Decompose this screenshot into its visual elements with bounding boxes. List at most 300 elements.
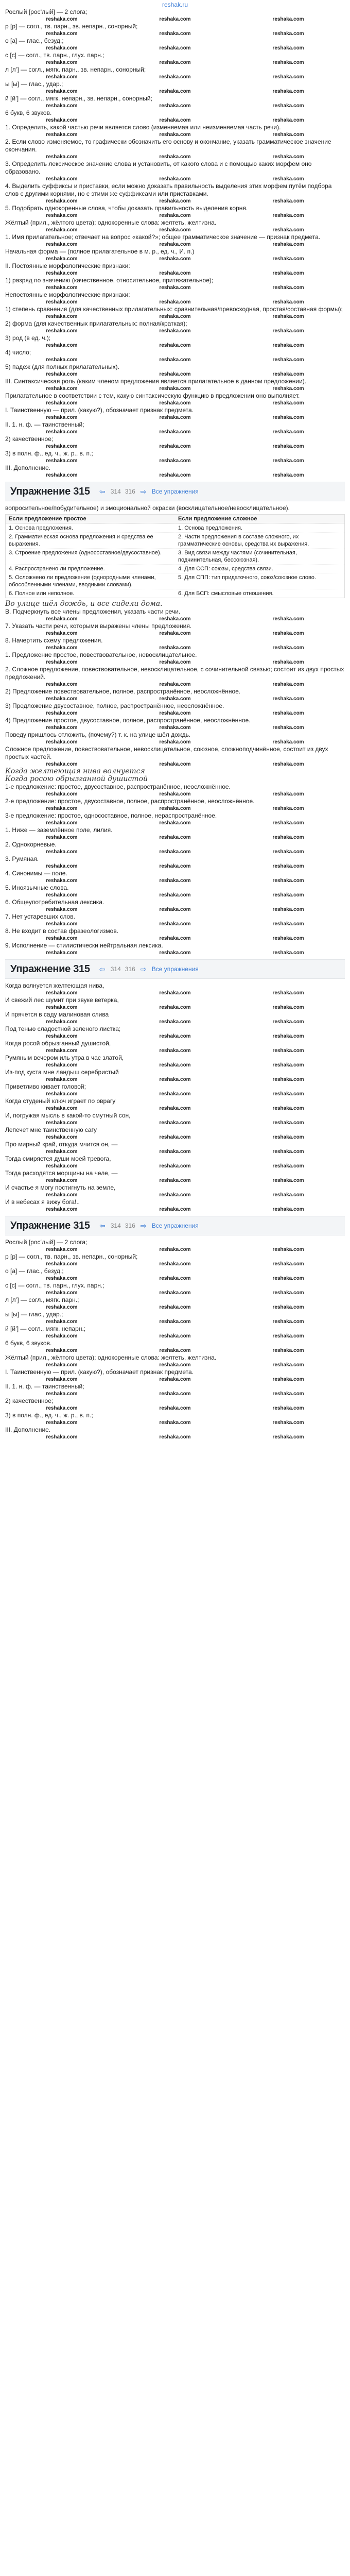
- watermark-text: reshaka.com: [159, 60, 191, 65]
- watermark-text: reshaka.com: [46, 849, 78, 855]
- watermark-text: reshaka.com: [46, 710, 78, 716]
- text-line-content: 3) в полн. ф., ед. ч., ж. р., в. п.;: [5, 1412, 93, 1419]
- watermark-text: reshaka.com: [46, 16, 78, 22]
- text-line-content: I. Таинственную — прил. (какую?), обозначает признак предмета.: [5, 1368, 194, 1376]
- watermark-text: reshaka.com: [46, 103, 78, 109]
- watermark-text: reshaka.com: [46, 936, 78, 941]
- text-line: [5, 291, 345, 299]
- watermark-text: reshaka.com: [46, 791, 78, 797]
- watermark-row: [5, 1091, 345, 1097]
- watermark-text: reshaka.com: [272, 400, 304, 406]
- watermark-text: reshaka.com: [46, 227, 78, 233]
- watermark-text: reshaka.com: [46, 472, 78, 478]
- watermark-row: [5, 1004, 345, 1011]
- arrow-left-icon[interactable]: ⇦: [99, 487, 106, 496]
- watermark-text: reshaka.com: [159, 1062, 191, 1068]
- text-line: [5, 392, 345, 400]
- text-line: [5, 1155, 345, 1163]
- text-line-content: II. 1. н. ф. — таинственный;: [5, 421, 84, 428]
- watermark-text: reshaka.com: [272, 103, 304, 109]
- watermark-text: reshaka.com: [159, 400, 191, 406]
- watermark-text: reshaka.com: [159, 1261, 191, 1267]
- watermark-text: reshaka.com: [272, 1149, 304, 1155]
- watermark-text: reshaka.com: [272, 710, 304, 716]
- text-line-content: 1-е предложение: простое, двусоставное, распространённое, неосложнённое.: [5, 783, 231, 790]
- watermark-text: reshaka.com: [159, 907, 191, 912]
- exercise-1-lines: [5, 608, 345, 768]
- watermark-text: reshaka.com: [159, 1391, 191, 1397]
- handwritten-sample: Во улице шёл дождь, и все сидели дома.: [5, 600, 163, 608]
- text-line-content: Про мирный край, откуда мчится он, —: [5, 1141, 118, 1148]
- text-line: [5, 783, 345, 791]
- watermark-text: reshaka.com: [159, 863, 191, 869]
- text-line: [5, 109, 345, 117]
- text-line: [5, 1239, 345, 1246]
- table-cell-simple: 6. Полное или неполное.: [6, 589, 175, 598]
- text-line: [5, 1126, 345, 1134]
- watermark-text: reshaka.com: [272, 285, 304, 291]
- watermark-row: [5, 299, 345, 306]
- text-line: [5, 66, 345, 74]
- watermark-text: reshaka.com: [159, 696, 191, 702]
- watermark-text: reshaka.com: [159, 710, 191, 716]
- watermark-text: reshaka.com: [46, 357, 78, 363]
- watermark-row: [5, 820, 345, 826]
- text-line-content: III. Дополнение.: [5, 1426, 51, 1433]
- text-line: [5, 205, 345, 212]
- watermark-text: reshaka.com: [46, 863, 78, 869]
- watermark-row: [5, 1062, 345, 1069]
- text-line-content: ы [ы] — глас., удар.;: [5, 80, 63, 88]
- text-line-content: Тогда расходятся морщины на челе, —: [5, 1170, 118, 1177]
- watermark-row: [5, 1192, 345, 1198]
- watermark-text: reshaka.com: [46, 907, 78, 912]
- arrow-right-icon[interactable]: ⇨: [140, 1221, 147, 1230]
- watermark-text: reshaka.com: [46, 1106, 78, 1111]
- text-line: [5, 666, 345, 681]
- watermark-row: [5, 1376, 345, 1383]
- watermark-row: [5, 1347, 345, 1354]
- table-cell-complex: 2. Части предложения в составе сложного, их грамматические основы, средства их выражения.: [175, 532, 344, 548]
- handwritten-sample-3: Когда росою обрызганной душистой: [5, 775, 148, 783]
- watermark-text: reshaka.com: [159, 1362, 191, 1368]
- text-line-content: 2) качественное;: [5, 1397, 54, 1404]
- text-line-content: Начальная форма — (полное прилагательное в м. р., ед. ч., И. п.): [5, 248, 195, 255]
- watermark-text: reshaka.com: [272, 791, 304, 797]
- watermark-text: reshaka.com: [46, 343, 78, 348]
- text-line-content: II. Постоянные морфологические признаки:: [5, 262, 130, 269]
- all-exercises-link[interactable]: Все упражнения: [151, 1222, 199, 1229]
- watermark-text: reshaka.com: [159, 739, 191, 745]
- text-line-content: 6. Общеупотребительная лексика.: [5, 899, 104, 906]
- watermark-row: [5, 385, 345, 392]
- watermark-text: reshaka.com: [272, 1290, 304, 1296]
- exercise-2-lines: [5, 982, 345, 1213]
- watermark-row: [5, 1177, 345, 1184]
- watermark-text: reshaka.com: [159, 343, 191, 348]
- watermark-text: reshaka.com: [272, 45, 304, 51]
- watermark-text: reshaka.com: [46, 256, 78, 262]
- watermark-row: [5, 400, 345, 406]
- watermark-text: reshaka.com: [46, 1207, 78, 1212]
- text-line: [5, 406, 345, 414]
- exercise-pager-2: [98, 965, 199, 973]
- watermark-row: [5, 1275, 345, 1282]
- watermark-text: reshaka.com: [159, 357, 191, 363]
- watermark-text: reshaka.com: [272, 242, 304, 247]
- text-line-content: 1) разряд по значению (качественное, относительное, притяжательное);: [5, 277, 214, 284]
- watermark-text: reshaka.com: [46, 60, 78, 65]
- text-line: [5, 37, 345, 45]
- watermark-text: reshaka.com: [272, 1391, 304, 1397]
- watermark-row: [5, 472, 345, 479]
- text-line: [5, 1311, 345, 1318]
- text-line-content: с [с] — согл., тв. парн., глух. парн.;: [5, 52, 104, 59]
- exercise-title-2: Упражнение 315: [10, 963, 90, 975]
- watermark-text: reshaka.com: [159, 198, 191, 204]
- watermark-row: [5, 256, 345, 262]
- watermark-text: reshaka.com: [272, 950, 304, 956]
- watermark-row: [5, 241, 345, 248]
- text-line: [5, 996, 345, 1004]
- watermark-row: [5, 710, 345, 717]
- text-line: [5, 450, 345, 457]
- watermark-row: [5, 805, 345, 812]
- text-line-content: Когда росой обрызганный душистой,: [5, 1040, 111, 1047]
- watermark-text: reshaka.com: [272, 631, 304, 636]
- watermark-text: reshaka.com: [46, 242, 78, 247]
- text-line: [5, 942, 345, 950]
- text-line: [5, 1054, 345, 1062]
- watermark-text: reshaka.com: [46, 299, 78, 305]
- page-content: [0, 8, 350, 1440]
- text-line: [5, 435, 345, 443]
- watermark-row: [5, 88, 345, 95]
- watermark-text: reshaka.com: [159, 1178, 191, 1183]
- text-line-content: Когда волнуется желтеющая нива,: [5, 982, 104, 989]
- watermark-text: reshaka.com: [46, 820, 78, 826]
- text-line-content: 2) Предложение повествовательное, полное, распространённое, неосложнённое.: [5, 688, 241, 695]
- watermark-text: reshaka.com: [159, 1434, 191, 1440]
- watermark-text: reshaka.com: [46, 176, 78, 182]
- text-line: [5, 1170, 345, 1177]
- watermark-text: reshaka.com: [46, 761, 78, 767]
- text-line-content: 8. Не входит в состав фразеологизмов.: [5, 927, 119, 935]
- text-line: [5, 262, 345, 270]
- watermark-text: reshaka.com: [46, 458, 78, 464]
- watermark-row: [5, 1261, 345, 1267]
- text-line-content: ы [ы] — глас., удар.;: [5, 1311, 63, 1318]
- all-exercises-link[interactable]: Все упражнения: [151, 965, 199, 973]
- watermark-text: reshaka.com: [159, 1207, 191, 1212]
- watermark-row: [5, 1019, 345, 1025]
- text-line-content: 9. Исполнение — стилистически нейтральная лексика.: [5, 942, 163, 949]
- watermark-row: [5, 921, 345, 927]
- watermark-text: reshaka.com: [272, 154, 304, 160]
- text-line-content: Тогда смиряется души моей тревога,: [5, 1155, 111, 1162]
- next-exercise-link[interactable]: 316: [125, 965, 135, 973]
- watermark-text: reshaka.com: [159, 892, 191, 898]
- text-line: [5, 23, 345, 30]
- watermark-text: reshaka.com: [159, 761, 191, 767]
- text-line: [5, 334, 345, 342]
- watermark-row: [5, 892, 345, 899]
- text-line: [5, 219, 345, 227]
- text-line: [5, 1340, 345, 1347]
- watermark-text: reshaka.com: [46, 213, 78, 218]
- next-exercise-link[interactable]: 316: [125, 1222, 135, 1229]
- watermark-text: reshaka.com: [46, 1048, 78, 1054]
- prev-exercise-link[interactable]: 314: [110, 488, 121, 495]
- text-line-content: р [р] — согл., тв. парн., зв. непарн., сонорный;: [5, 23, 138, 30]
- watermark-row: [5, 1362, 345, 1368]
- text-line-content: р [р] — согл., тв. парн., зв. непарн., сонорный;: [5, 1253, 138, 1260]
- watermark-text: reshaka.com: [46, 1261, 78, 1267]
- watermark-text: reshaka.com: [46, 45, 78, 51]
- arrow-left-icon[interactable]: ⇦: [99, 1221, 106, 1230]
- watermark-text: reshaka.com: [46, 1134, 78, 1140]
- text-line: [5, 1383, 345, 1391]
- text-line: [5, 651, 345, 659]
- text-line: [5, 899, 345, 906]
- all-exercises-link[interactable]: Все упражнения: [151, 488, 199, 495]
- text-line-content: 3) в полн. ф., ед. ч., ж. р., в. п.;: [5, 450, 93, 457]
- text-line-content: И свежий лес шумит при звуке ветерка,: [5, 996, 119, 1004]
- watermark-row: [5, 724, 345, 731]
- text-line: [5, 1426, 345, 1434]
- text-line-content: III. Дополнение.: [5, 464, 51, 471]
- text-line: [5, 608, 345, 616]
- watermark-text: reshaka.com: [272, 1333, 304, 1339]
- watermark-text: reshaka.com: [272, 892, 304, 898]
- watermark-row: [5, 227, 345, 233]
- watermark-text: reshaka.com: [46, 659, 78, 665]
- text-line-content: Поведу пришлось отложить, (почему?) т. к. на улице шёл дождь.: [5, 731, 191, 738]
- text-line: [5, 8, 345, 16]
- watermark-text: reshaka.com: [46, 1091, 78, 1097]
- exercise-1-lines-2: [5, 783, 345, 956]
- watermark-text: reshaka.com: [272, 444, 304, 449]
- watermark-text: reshaka.com: [46, 270, 78, 276]
- text-line: [5, 1412, 345, 1419]
- watermark-text: reshaka.com: [159, 256, 191, 262]
- watermark-row: [5, 117, 345, 124]
- table-cell-simple: 2. Грамматическая основа предложения и средства ее выражения.: [6, 532, 175, 548]
- analysis-plan-table: [5, 514, 345, 598]
- text-line: [5, 1368, 345, 1376]
- text-line: [5, 464, 345, 472]
- site-header[interactable]: reshak.ru: [162, 1, 188, 8]
- text-line-content: 1. Имя прилагательное; отвечает на вопрос «какой?»; общее грамматическое значение — признак предмета.: [5, 233, 321, 241]
- exercise-3-lines: [5, 1239, 345, 1440]
- watermark-text: reshaka.com: [46, 1192, 78, 1198]
- exercise-title: Упражнение 315: [10, 485, 90, 497]
- watermark-row: [5, 284, 345, 291]
- watermark-text: reshaka.com: [46, 1304, 78, 1310]
- watermark-text: reshaka.com: [272, 117, 304, 123]
- watermark-text: reshaka.com: [272, 1405, 304, 1411]
- watermark-text: reshaka.com: [159, 659, 191, 665]
- watermark-text: reshaka.com: [272, 645, 304, 651]
- watermark-text: reshaka.com: [272, 820, 304, 826]
- watermark-text: reshaka.com: [159, 45, 191, 51]
- watermark-text: reshaka.com: [159, 1077, 191, 1082]
- watermark-text: reshaka.com: [46, 1149, 78, 1155]
- table-cell-complex: 6. Для БСП: смысловые отношения.: [175, 589, 344, 598]
- watermark-text: reshaka.com: [159, 227, 191, 233]
- watermark-text: reshaka.com: [159, 1405, 191, 1411]
- watermark-text: reshaka.com: [159, 371, 191, 377]
- text-line-content: 3) род (в ед. ч.);: [5, 334, 51, 342]
- text-line: [5, 717, 345, 724]
- watermark-row: [5, 212, 345, 219]
- watermark-text: reshaka.com: [272, 696, 304, 702]
- watermark-text: reshaka.com: [46, 1033, 78, 1039]
- text-line: [5, 182, 345, 198]
- exercise-pager-3: [98, 1222, 199, 1230]
- watermark-text: reshaka.com: [46, 371, 78, 377]
- text-line: [5, 1253, 345, 1261]
- watermark-text: reshaka.com: [46, 990, 78, 996]
- text-line-content: 3-е предложение: простое, односоставное, полное, нераспространённое.: [5, 812, 217, 819]
- watermark-text: reshaka.com: [159, 835, 191, 840]
- watermark-row: [5, 154, 345, 160]
- watermark-text: reshaka.com: [159, 682, 191, 687]
- watermark-text: reshaka.com: [272, 1304, 304, 1310]
- watermark-text: reshaka.com: [46, 328, 78, 334]
- watermark-text: reshaka.com: [46, 1319, 78, 1325]
- watermark-text: reshaka.com: [159, 132, 191, 138]
- watermark-text: reshaka.com: [46, 682, 78, 687]
- text-line: [5, 884, 345, 892]
- watermark-row: [5, 990, 345, 996]
- text-line-content: 2. Если слово изменяемое, то графически обозначить его основу и окончание, указать грамматическое значение окончания.: [5, 138, 331, 153]
- watermark-row: [5, 131, 345, 138]
- text-line-content: с [с] — согл., тв. парн., глух. парн.;: [5, 1282, 104, 1289]
- watermark-row: [5, 739, 345, 745]
- watermark-row: [5, 1391, 345, 1397]
- watermark-text: reshaka.com: [272, 1033, 304, 1039]
- watermark-text: reshaka.com: [46, 1391, 78, 1397]
- watermark-text: reshaka.com: [46, 950, 78, 956]
- arrow-left-icon[interactable]: ⇦: [99, 964, 106, 973]
- text-line-content: л [л’] — согл., мягк. парн., зв. непарн., сонорный;: [5, 66, 146, 73]
- watermark-row: [5, 645, 345, 651]
- watermark-row: [5, 429, 345, 435]
- watermark-text: reshaka.com: [159, 1377, 191, 1382]
- watermark-text: reshaka.com: [272, 16, 304, 22]
- text-line-content: Непостоянные морфологические признаки:: [5, 291, 130, 298]
- watermark-row: [5, 696, 345, 702]
- text-line: [5, 812, 345, 820]
- watermark-row: [5, 1120, 345, 1126]
- text-line-content: о [а] — глас., безуд.;: [5, 1267, 64, 1275]
- watermark-text: reshaka.com: [272, 1048, 304, 1054]
- text-line-content: Из-под куста мне ландыш серебристый: [5, 1069, 119, 1076]
- watermark-row: [5, 198, 345, 205]
- watermark-text: reshaka.com: [46, 74, 78, 80]
- text-line-content: III. Синтаксическая роль (каким членом предложения является прилагательное в данном предложении).: [5, 378, 307, 385]
- watermark-text: reshaka.com: [159, 16, 191, 22]
- watermark-text: reshaka.com: [272, 1420, 304, 1426]
- text-line-content: й [й’] — согл., мягк. непарн., зв. непарн., сонорный;: [5, 95, 152, 102]
- prev-exercise-link[interactable]: 314: [110, 1222, 121, 1229]
- watermark-text: reshaka.com: [159, 154, 191, 160]
- text-line-content: 5. Иноязычные слова.: [5, 884, 69, 891]
- watermark-text: reshaka.com: [272, 386, 304, 392]
- watermark-text: reshaka.com: [159, 950, 191, 956]
- watermark-row: [5, 1163, 345, 1170]
- watermark-text: reshaka.com: [272, 132, 304, 138]
- watermark-text: reshaka.com: [46, 31, 78, 37]
- text-line-content: И в небесах я вижу бога!..: [5, 1198, 80, 1206]
- text-line: [5, 363, 345, 371]
- watermark-text: reshaka.com: [159, 990, 191, 996]
- next-exercise-link[interactable]: 316: [125, 488, 135, 495]
- exercise-banner-3: [5, 1216, 345, 1235]
- watermark-row: [5, 176, 345, 182]
- watermark-text: reshaka.com: [46, 725, 78, 731]
- table-cell-complex: 5. Для СПП: тип придаточного, союз/союзное слово.: [175, 573, 344, 589]
- text-line: [5, 798, 345, 805]
- text-line-content: Под тенью сладостной зеленого листка;: [5, 1025, 121, 1032]
- watermark-text: reshaka.com: [272, 806, 304, 811]
- watermark-text: reshaka.com: [272, 835, 304, 840]
- watermark-text: reshaka.com: [272, 990, 304, 996]
- watermark-text: reshaka.com: [272, 198, 304, 204]
- watermark-text: reshaka.com: [159, 1033, 191, 1039]
- watermark-row: [5, 1333, 345, 1340]
- watermark-row: [5, 863, 345, 870]
- watermark-text: reshaka.com: [159, 103, 191, 109]
- text-line: [5, 637, 345, 645]
- text-line: [5, 248, 345, 256]
- watermark-text: reshaka.com: [159, 213, 191, 218]
- arrow-right-icon[interactable]: ⇨: [140, 964, 147, 973]
- watermark-text: reshaka.com: [46, 444, 78, 449]
- watermark-text: reshaka.com: [46, 285, 78, 291]
- text-line-content: 3. Румяная.: [5, 855, 39, 862]
- table-header-complex: Если предложение сложное: [175, 515, 344, 523]
- prev-exercise-link[interactable]: 314: [110, 965, 121, 973]
- watermark-text: reshaka.com: [159, 328, 191, 334]
- watermark-row: [5, 791, 345, 798]
- watermark-row: [5, 849, 345, 855]
- text-line-content: 2. Однокорневые.: [5, 841, 57, 848]
- watermark-text: reshaka.com: [159, 117, 191, 123]
- text-line: [5, 622, 345, 630]
- watermark-text: reshaka.com: [272, 878, 304, 884]
- watermark-text: reshaka.com: [272, 1377, 304, 1382]
- watermark-text: reshaka.com: [46, 1405, 78, 1411]
- watermark-text: reshaka.com: [159, 429, 191, 435]
- watermark-text: reshaka.com: [46, 1062, 78, 1068]
- watermark-text: reshaka.com: [272, 1319, 304, 1325]
- watermark-row: [5, 681, 345, 688]
- text-line-content: 5) падеж (для полных прилагательных).: [5, 363, 119, 370]
- watermark-row: [5, 313, 345, 320]
- watermark-row: [5, 328, 345, 334]
- watermark-text: reshaka.com: [159, 444, 191, 449]
- watermark-row: [5, 659, 345, 666]
- text-line-content: 5. Подобрать однокоренные слова, чтобы доказать правильность выделения корня.: [5, 205, 248, 212]
- text-line: [5, 80, 345, 88]
- watermark-text: reshaka.com: [46, 1178, 78, 1183]
- arrow-right-icon[interactable]: ⇨: [140, 487, 147, 496]
- watermark-text: reshaka.com: [159, 1290, 191, 1296]
- text-line-content: 1. Определить, какой частью речи является слово (изменяемая или неизменяемая часть речи).: [5, 124, 281, 131]
- watermark-text: reshaka.com: [159, 820, 191, 826]
